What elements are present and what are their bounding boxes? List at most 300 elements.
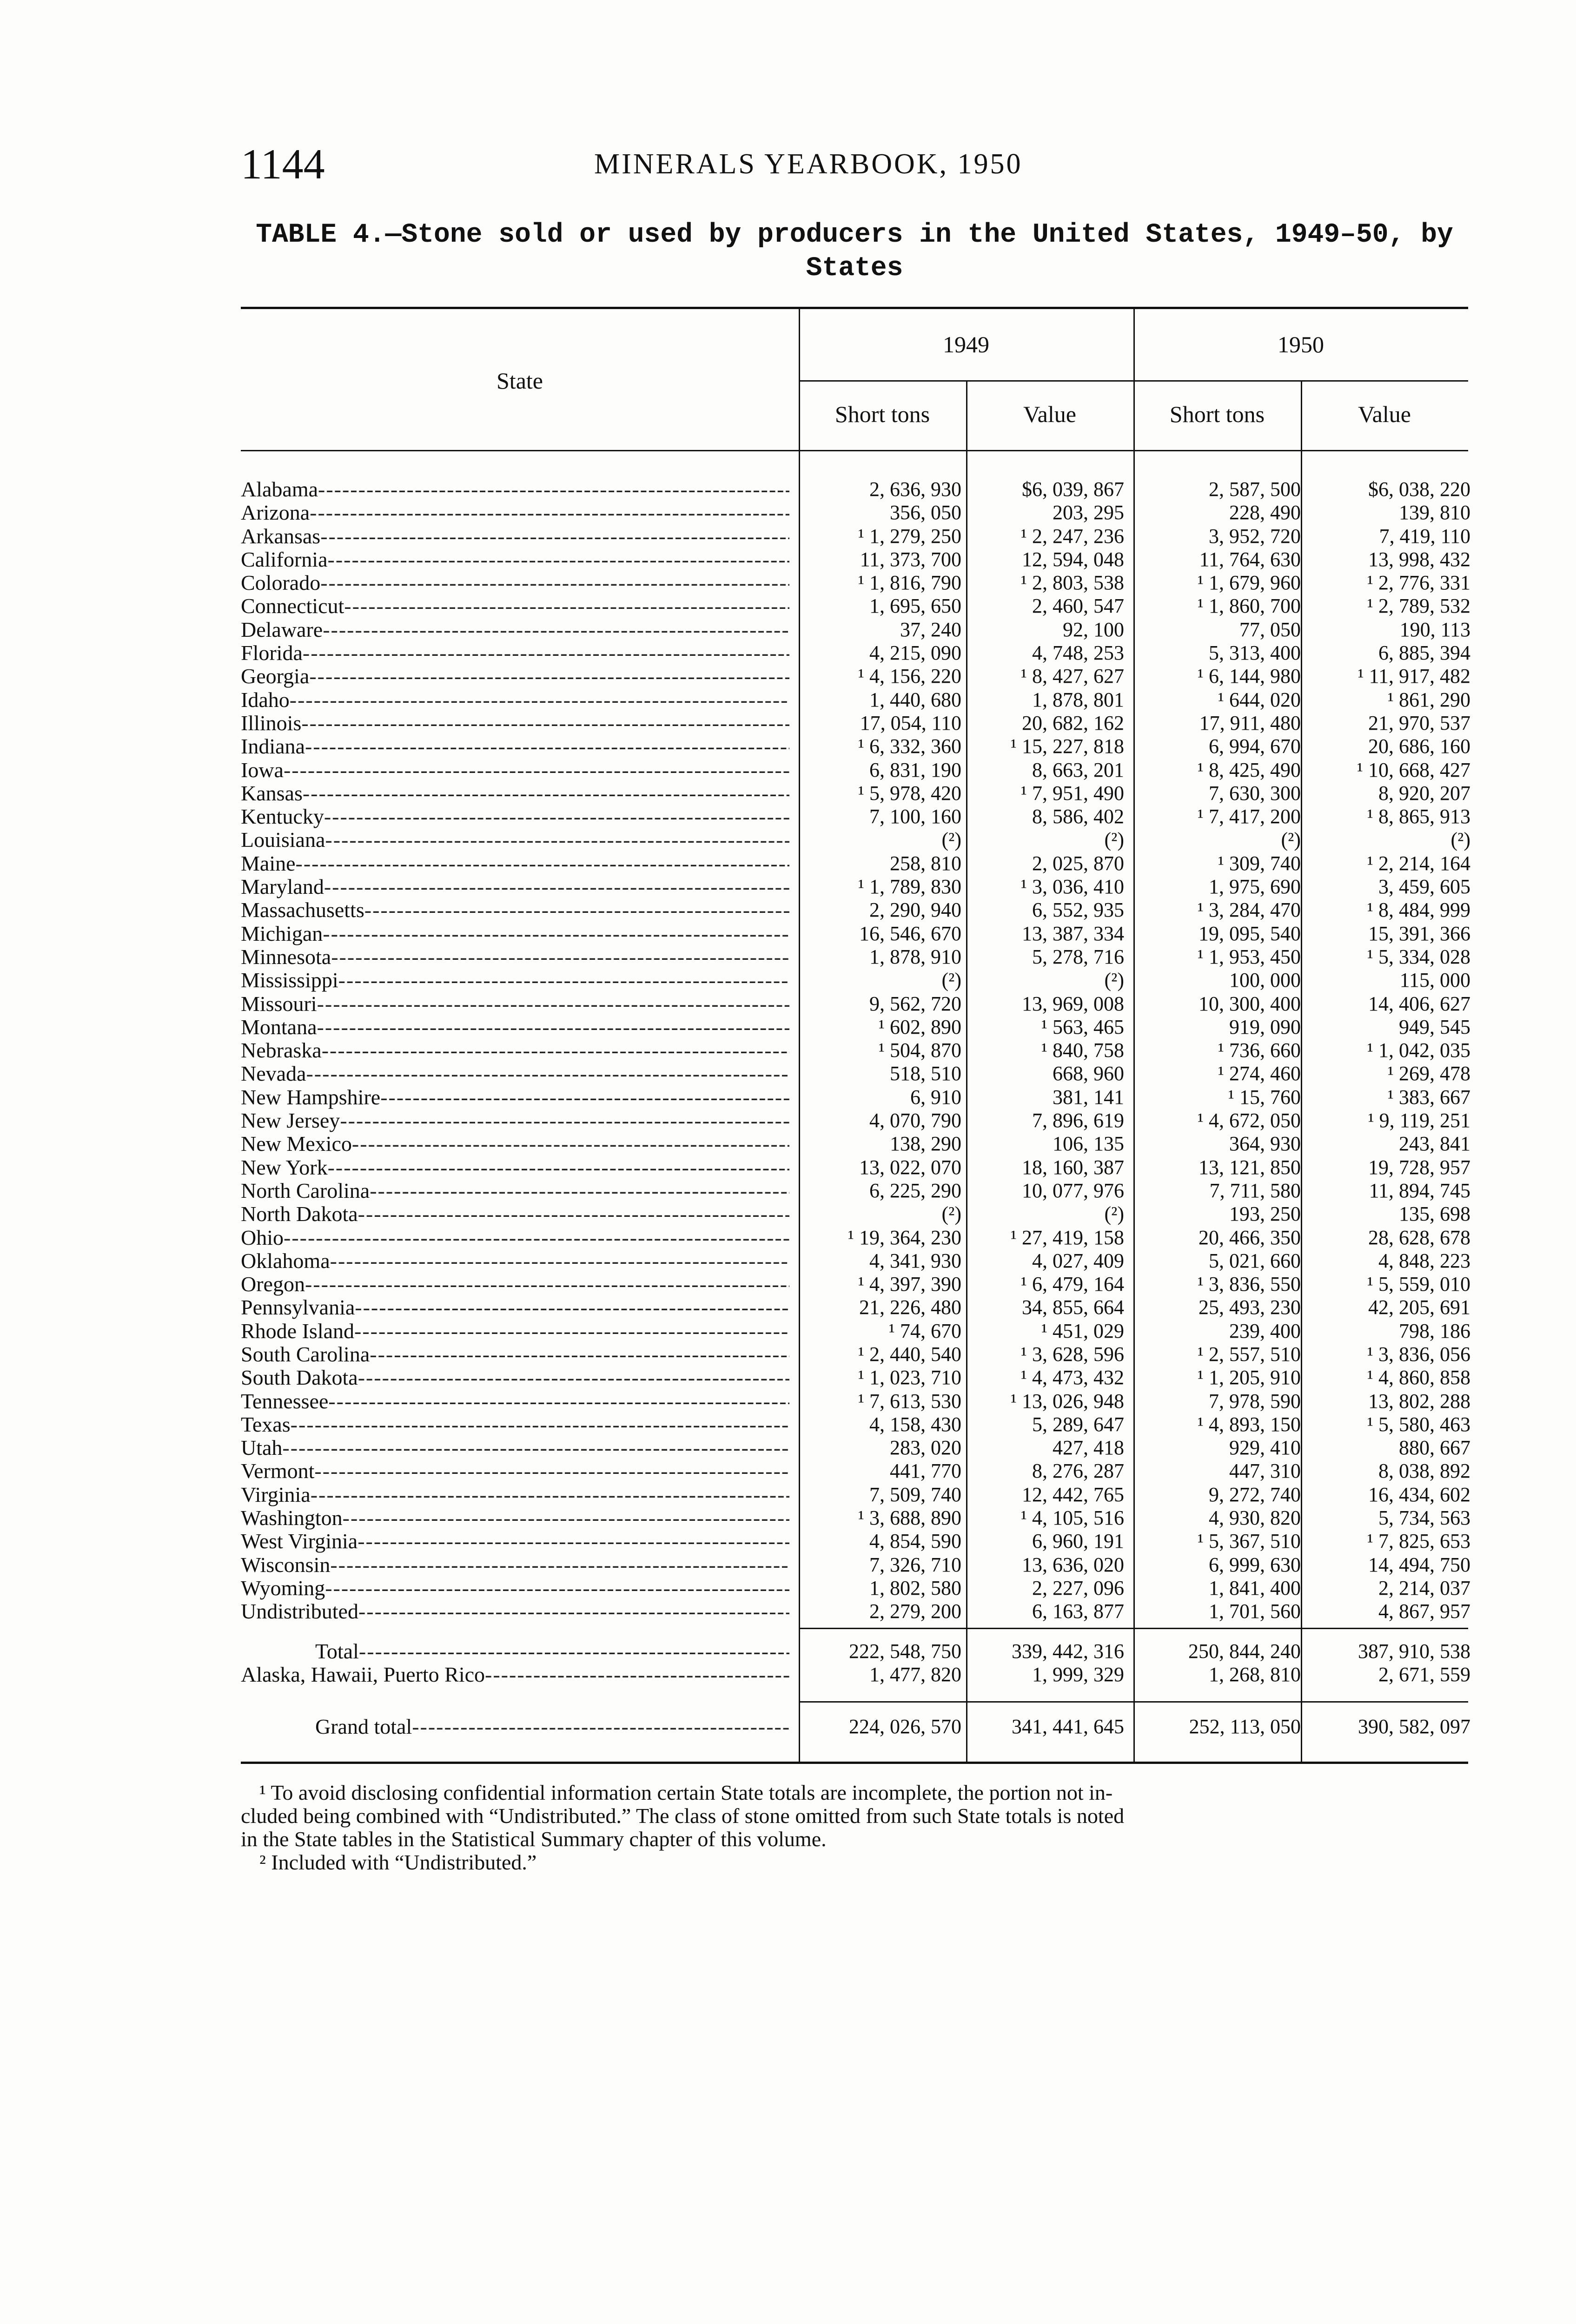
row-tons-1950: 25, 493, 230 (1199, 1296, 1301, 1319)
table-row (241, 1273, 1468, 1296)
row-state: Florida ----- (241, 641, 789, 665)
row-value-1950: 21, 970, 537 (1368, 711, 1470, 734)
grand-total-rule (799, 1701, 1468, 1703)
table-row (241, 1483, 1468, 1506)
row-value-1949: 339, 442, 316 (1012, 1640, 1124, 1663)
row-value-1949: 12, 442, 765 (1022, 1483, 1124, 1506)
row-value-1950: ¹ 2, 776, 331 (1367, 571, 1470, 594)
row-tons-1949: 222, 548, 750 (849, 1640, 961, 1663)
row-value-1950: ¹ 7, 825, 653 (1367, 1530, 1470, 1553)
row-state: California ----- (241, 548, 789, 571)
table-row (241, 1343, 1468, 1366)
row-value-1949: 6, 552, 935 (1032, 898, 1124, 922)
grand-total-block (241, 1715, 1468, 1738)
table-row (241, 1086, 1468, 1109)
row-value-1950: 5, 734, 563 (1378, 1506, 1470, 1530)
row-value-1950: ¹ 11, 917, 482 (1357, 665, 1470, 688)
row-tons-1950: 239, 400 (1229, 1319, 1301, 1342)
row-value-1949: ¹ 3, 036, 410 (1020, 875, 1124, 898)
row-tons-1949: ¹ 4, 397, 390 (858, 1273, 961, 1296)
row-value-1950: 20, 686, 160 (1368, 735, 1470, 758)
row-value-1949: ¹ 4, 105, 516 (1020, 1506, 1124, 1530)
row-value-1950: 4, 848, 223 (1378, 1249, 1470, 1272)
table-row (241, 1413, 1468, 1436)
row-state: Massachusetts ----- (241, 898, 789, 922)
footnote-1-line-3: in the State tables in the Statistical Summary chapter of this volume. (241, 1827, 827, 1851)
table-row (241, 782, 1468, 805)
row-tons-1949: ¹ 19, 364, 230 (848, 1226, 961, 1249)
row-value-1950: ¹ 4, 860, 858 (1367, 1366, 1470, 1389)
table-row (241, 1016, 1468, 1039)
row-tons-1950: 6, 994, 670 (1209, 735, 1301, 758)
row-state: Washington ----- (241, 1506, 789, 1530)
row-value-1949: (²) (1104, 969, 1124, 992)
row-tons-1949: ¹ 1, 789, 830 (858, 875, 961, 898)
row-value-1950: 19, 728, 957 (1368, 1155, 1470, 1179)
row-value-1949: 7, 896, 619 (1032, 1109, 1124, 1132)
table-row (241, 1226, 1468, 1249)
row-value-1949: $6, 039, 867 (1022, 478, 1124, 501)
row-value-1949: ¹ 3, 628, 596 (1020, 1342, 1124, 1366)
footnote-1-line-2: cluded being combined with “Undistributed.” The class of stone omitted from such State totals is noted (241, 1804, 1125, 1828)
header-state: State (497, 368, 543, 394)
page-number: 1144 (241, 140, 325, 188)
row-state: South Dakota ----- (241, 1366, 789, 1389)
row-tons-1950: 193, 250 (1229, 1202, 1301, 1226)
row-value-1950: ¹ 1, 042, 035 (1367, 1039, 1470, 1062)
footnotes (241, 1781, 1468, 1874)
table-row (241, 898, 1468, 922)
row-value-1949: ¹ 840, 758 (1041, 1039, 1124, 1062)
row-tons-1949: 7, 509, 740 (869, 1483, 961, 1506)
row-state: New Jersey ----- (241, 1109, 789, 1132)
row-tons-1950: 4, 930, 820 (1209, 1506, 1301, 1530)
row-tons-1949: 283, 020 (890, 1436, 961, 1459)
row-state: North Dakota ----- (241, 1202, 789, 1226)
row-value-1949: 34, 855, 664 (1022, 1296, 1124, 1319)
row-state: New York ----- (241, 1156, 789, 1179)
header-bottom-rule (241, 450, 1468, 451)
table-row (241, 1202, 1468, 1226)
row-tons-1949: ¹ 6, 332, 360 (858, 735, 961, 758)
row-value-1950: ¹ 861, 290 (1387, 688, 1470, 711)
row-tons-1949: 9, 562, 720 (869, 992, 961, 1015)
table-title (241, 218, 1468, 285)
row-value-1950: 14, 494, 750 (1368, 1553, 1470, 1576)
row-state: Texas ----- (241, 1413, 789, 1436)
table-row (241, 1109, 1468, 1132)
row-value-1950: 6, 885, 394 (1378, 641, 1470, 665)
row-value-1950: 390, 582, 097 (1358, 1715, 1470, 1738)
row-tons-1949: 16, 546, 670 (859, 922, 961, 945)
row-value-1950: 190, 113 (1399, 618, 1470, 641)
row-value-1949: 6, 960, 191 (1032, 1530, 1124, 1553)
table-row (241, 618, 1468, 641)
row-tons-1949: 2, 636, 930 (869, 478, 961, 501)
row-state: Kansas ----- (241, 782, 789, 805)
table-row-grand-total (241, 1715, 1468, 1738)
row-value-1949: ¹ 451, 029 (1041, 1319, 1124, 1342)
row-value-1950: 11, 894, 745 (1369, 1179, 1470, 1202)
table-row (241, 735, 1468, 758)
row-tons-1950: 7, 711, 580 (1209, 1179, 1301, 1202)
row-tons-1949: ¹ 4, 156, 220 (858, 665, 961, 688)
row-state: Maryland ----- (241, 875, 789, 898)
row-tons-1949: ¹ 5, 978, 420 (858, 781, 961, 805)
row-tons-1949: 2, 279, 200 (869, 1600, 961, 1623)
row-state: Montana ----- (241, 1016, 789, 1039)
row-state: Georgia ----- (241, 665, 789, 688)
row-state: North Carolina ----- (241, 1179, 789, 1202)
row-tons-1949: 7, 326, 710 (869, 1553, 961, 1576)
row-value-1949: ¹ 2, 803, 538 (1020, 571, 1124, 594)
table-row (241, 852, 1468, 875)
row-tons-1950: 364, 930 (1229, 1132, 1301, 1155)
table-row (241, 501, 1468, 524)
row-value-1950: ¹ 383, 667 (1387, 1085, 1470, 1109)
row-state: Total ----- (315, 1640, 789, 1663)
row-state: Tennessee ----- (241, 1390, 789, 1413)
row-state: Illinois ----- (241, 712, 789, 735)
row-value-1949: 20, 682, 162 (1022, 711, 1124, 734)
row-tons-1949: 224, 026, 570 (849, 1715, 961, 1738)
row-state: Kentucky ----- (241, 805, 789, 828)
row-tons-1949: 1, 440, 680 (869, 688, 961, 711)
row-tons-1949: 441, 770 (890, 1459, 961, 1483)
row-value-1949: ¹ 2, 247, 236 (1020, 524, 1124, 548)
row-value-1949: 2, 025, 870 (1032, 852, 1124, 875)
row-value-1950: 949, 545 (1399, 1015, 1470, 1038)
header-value-1949: Value (1023, 401, 1076, 427)
row-tons-1949: ¹ 74, 670 (888, 1319, 961, 1342)
row-tons-1950: 77, 050 (1239, 618, 1301, 641)
row-tons-1950: ¹ 3, 836, 550 (1197, 1273, 1301, 1296)
table-row (241, 548, 1468, 571)
table-row (241, 1459, 1468, 1483)
row-tons-1950: 5, 021, 660 (1209, 1249, 1301, 1272)
row-value-1950: ¹ 9, 119, 251 (1368, 1109, 1470, 1132)
row-value-1949: 92, 100 (1063, 618, 1124, 641)
row-tons-1949: ¹ 1, 023, 710 (858, 1366, 961, 1389)
row-tons-1949: 1, 802, 580 (869, 1576, 961, 1599)
table-row (241, 922, 1468, 945)
row-state: South Carolina ----- (241, 1343, 789, 1366)
row-tons-1949: 4, 070, 790 (869, 1109, 961, 1132)
totals-rule (799, 1628, 1468, 1629)
row-tons-1950: ¹ 5, 367, 510 (1197, 1530, 1301, 1553)
table-row (241, 665, 1468, 688)
row-state: Oregon ----- (241, 1273, 789, 1296)
row-state: Arkansas ----- (241, 525, 789, 548)
table-row (241, 712, 1468, 735)
row-tons-1950: ¹ 309, 740 (1218, 852, 1301, 875)
table-row-alaska-hawaii-puerto-rico (241, 1663, 1468, 1686)
row-value-1949: 4, 027, 409 (1032, 1249, 1124, 1272)
row-tons-1949: ¹ 3, 688, 890 (858, 1506, 961, 1530)
row-value-1949: 4, 748, 253 (1032, 641, 1124, 665)
row-tons-1949: 4, 215, 090 (869, 641, 961, 665)
row-value-1950: 139, 810 (1399, 501, 1470, 524)
row-tons-1949: 6, 831, 190 (869, 758, 961, 781)
row-tons-1950: 929, 410 (1229, 1436, 1301, 1459)
row-value-1949: (²) (1104, 828, 1124, 852)
row-state: Indiana ----- (241, 735, 789, 758)
row-tons-1949: 13, 022, 070 (859, 1155, 961, 1179)
row-value-1950: ¹ 5, 334, 028 (1367, 945, 1470, 968)
table-row (241, 1530, 1468, 1553)
row-value-1950: ¹ 2, 214, 164 (1367, 852, 1470, 875)
row-value-1949: 8, 586, 402 (1032, 805, 1124, 828)
row-tons-1949: 2, 290, 940 (869, 898, 961, 922)
row-tons-1950: ¹ 274, 460 (1218, 1062, 1301, 1085)
row-tons-1949: 7, 100, 160 (869, 805, 961, 828)
row-value-1950: 28, 628, 678 (1368, 1226, 1470, 1249)
row-value-1949: 2, 460, 547 (1032, 594, 1124, 618)
row-value-1950: ¹ 8, 865, 913 (1367, 805, 1470, 828)
row-tons-1950: 1, 701, 560 (1209, 1600, 1301, 1623)
row-tons-1949: ¹ 7, 613, 530 (858, 1389, 961, 1413)
row-tons-1950: ¹ 644, 020 (1218, 688, 1301, 711)
table-row (241, 478, 1468, 501)
table-row (241, 1553, 1468, 1577)
header-vline-state (799, 309, 800, 450)
row-value-1949: (²) (1104, 1202, 1124, 1226)
header-year-1950: 1950 (1278, 331, 1324, 357)
row-state: Pennsylvania ----- (241, 1296, 789, 1319)
footnote-2: ² Included with “Undistributed.” (259, 1850, 537, 1874)
row-tons-1950: 3, 952, 720 (1209, 524, 1301, 548)
row-value-1949: ¹ 7, 951, 490 (1020, 781, 1124, 805)
row-value-1950: 8, 038, 892 (1378, 1459, 1470, 1483)
row-state: Nevada ----- (241, 1062, 789, 1085)
table-row (241, 1062, 1468, 1085)
table-title-line-2: States (806, 253, 903, 284)
row-value-1950: 3, 459, 605 (1378, 875, 1470, 898)
row-value-1950: 135, 698 (1399, 1202, 1470, 1226)
row-value-1950: 2, 214, 037 (1378, 1576, 1470, 1599)
row-value-1949: ¹ 15, 227, 818 (1010, 735, 1124, 758)
row-tons-1949: 37, 240 (900, 618, 961, 641)
table-row (241, 688, 1468, 712)
row-value-1950: ¹ 3, 836, 056 (1367, 1342, 1470, 1366)
row-value-1949: 2, 227, 096 (1032, 1576, 1124, 1599)
row-value-1949: ¹ 6, 479, 164 (1020, 1273, 1124, 1296)
row-value-1949: 13, 969, 008 (1022, 992, 1124, 1015)
row-state: Louisiana ----- (241, 828, 789, 852)
table-row (241, 525, 1468, 548)
row-value-1950: 798, 186 (1399, 1319, 1470, 1342)
row-value-1949: 8, 276, 287 (1032, 1459, 1124, 1483)
row-tons-1950: ¹ 1, 860, 700 (1197, 594, 1301, 618)
row-tons-1949: ¹ 504, 870 (878, 1039, 961, 1062)
row-value-1950: $6, 038, 220 (1368, 478, 1470, 501)
row-value-1950: ¹ 269, 478 (1387, 1062, 1470, 1085)
row-value-1950: 13, 998, 432 (1368, 548, 1470, 571)
row-tons-1950: ¹ 2, 557, 510 (1197, 1342, 1301, 1366)
table-row (241, 1132, 1468, 1155)
table-title-line-1: TABLE 4.—Stone sold or used by producers in the United States, 1949–50, by (256, 220, 1453, 250)
row-tons-1950: 5, 313, 400 (1209, 641, 1301, 665)
row-value-1950: 115, 000 (1399, 969, 1470, 992)
row-state: New Mexico ----- (241, 1132, 789, 1155)
row-tons-1950: 1, 841, 400 (1209, 1576, 1301, 1599)
row-value-1949: 6, 163, 877 (1032, 1600, 1124, 1623)
table-row (241, 594, 1468, 618)
table-row (241, 1366, 1468, 1389)
row-state: Minnesota ----- (241, 945, 789, 969)
row-tons-1950: ¹ 3, 284, 470 (1197, 898, 1301, 922)
row-tons-1950: (²) (1281, 828, 1301, 852)
row-value-1949: 13, 387, 334 (1022, 922, 1124, 945)
row-tons-1949: 4, 158, 430 (869, 1413, 961, 1436)
row-tons-1950: 919, 090 (1229, 1015, 1301, 1038)
row-value-1950: 13, 802, 288 (1368, 1389, 1470, 1413)
row-tons-1949: 6, 910 (910, 1085, 961, 1109)
totals-block (241, 1640, 1468, 1687)
row-tons-1949: ¹ 1, 816, 790 (858, 571, 961, 594)
row-tons-1949: 6, 225, 290 (869, 1179, 961, 1202)
table-row (241, 945, 1468, 969)
row-value-1950: 387, 910, 538 (1358, 1640, 1470, 1663)
row-tons-1950: 17, 911, 480 (1199, 711, 1301, 734)
book-title: MINERALS YEARBOOK, 1950 (594, 148, 1023, 180)
row-value-1949: 12, 594, 048 (1022, 548, 1124, 571)
row-state: Mississippi ----- (241, 969, 789, 992)
row-state: Vermont ----- (241, 1459, 789, 1483)
row-tons-1950: 250, 844, 240 (1188, 1640, 1301, 1663)
row-state: Idaho ----- (241, 688, 789, 712)
header-short-tons-1949: Short tons (834, 401, 930, 427)
row-state: West Virginia ----- (241, 1530, 789, 1553)
row-state: Maine ----- (241, 852, 789, 875)
row-state: Nebraska ----- (241, 1039, 789, 1062)
row-tons-1949: (²) (941, 828, 961, 852)
table-row (241, 875, 1468, 898)
row-tons-1950: ¹ 4, 672, 050 (1197, 1109, 1301, 1132)
row-tons-1949: 4, 854, 590 (869, 1530, 961, 1553)
row-value-1950: 7, 419, 110 (1379, 524, 1470, 548)
table-row (241, 641, 1468, 665)
row-tons-1950: 9, 272, 740 (1209, 1483, 1301, 1506)
row-state: Grand total ----- (315, 1715, 789, 1738)
table-row (241, 828, 1468, 852)
row-state: Alabama ----- (241, 478, 789, 501)
row-value-1949: ¹ 27, 419, 158 (1010, 1226, 1124, 1249)
table-row (241, 1506, 1468, 1530)
row-tons-1949: 1, 477, 820 (869, 1663, 961, 1686)
table-row (241, 1577, 1468, 1600)
row-tons-1950: 6, 999, 630 (1209, 1553, 1301, 1576)
row-tons-1950: ¹ 1, 205, 910 (1197, 1366, 1301, 1389)
running-head (241, 139, 1468, 191)
row-tons-1950: 10, 300, 400 (1199, 992, 1301, 1015)
row-value-1949: 18, 160, 387 (1022, 1155, 1124, 1179)
row-value-1949: 13, 636, 020 (1022, 1553, 1124, 1576)
table-row (241, 1249, 1468, 1273)
row-value-1950: 880, 667 (1399, 1436, 1470, 1459)
row-state: Missouri ----- (241, 992, 789, 1016)
row-state: Rhode Island ----- (241, 1320, 789, 1343)
row-tons-1949: ¹ 602, 890 (878, 1015, 961, 1038)
row-tons-1950: 20, 466, 350 (1199, 1226, 1301, 1249)
row-value-1949: 5, 289, 647 (1032, 1413, 1124, 1436)
header-vline-years (1133, 309, 1135, 450)
footnote-1-line-1: ¹ To avoid disclosing confidential information certain State totals are incomplete, the portion not in- (259, 1781, 1113, 1804)
row-state: Arizona ----- (241, 501, 789, 524)
table-body (241, 478, 1468, 1624)
row-state: New Hampshire ----- (241, 1086, 789, 1109)
row-tons-1949: 4, 341, 930 (869, 1249, 961, 1272)
table-row (241, 1039, 1468, 1062)
table-row (241, 1179, 1468, 1202)
row-state: Oklahoma ----- (241, 1249, 789, 1273)
row-tons-1950: ¹ 1, 953, 450 (1197, 945, 1301, 968)
table-row (241, 1320, 1468, 1343)
row-tons-1949: (²) (941, 1202, 961, 1226)
row-tons-1949: 138, 290 (890, 1132, 961, 1155)
row-value-1950: 8, 920, 207 (1378, 781, 1470, 805)
row-value-1950: 15, 391, 366 (1368, 922, 1470, 945)
row-tons-1949: 17, 054, 110 (860, 711, 961, 734)
table-top-rule (241, 307, 1468, 309)
row-tons-1949: 21, 226, 480 (859, 1296, 961, 1319)
row-state: Iowa ----- (241, 759, 789, 782)
row-value-1949: ¹ 8, 427, 627 (1020, 665, 1124, 688)
row-value-1950: 16, 434, 602 (1368, 1483, 1470, 1506)
table-row (241, 1390, 1468, 1413)
row-value-1949: 10, 077, 976 (1022, 1179, 1124, 1202)
row-value-1949: ¹ 4, 473, 432 (1020, 1366, 1124, 1389)
row-value-1950: ¹ 2, 789, 532 (1367, 594, 1470, 618)
row-value-1949: 203, 295 (1053, 501, 1124, 524)
table-row (241, 805, 1468, 828)
header-short-tons-1950: Short tons (1169, 401, 1265, 427)
table-row (241, 1156, 1468, 1179)
row-tons-1950: 19, 095, 540 (1199, 922, 1301, 945)
table-row (241, 1600, 1468, 1623)
table-row-total (241, 1640, 1468, 1663)
row-value-1949: 427, 418 (1053, 1436, 1124, 1459)
row-value-1949: 668, 960 (1053, 1062, 1124, 1085)
row-value-1950: ¹ 5, 580, 463 (1367, 1413, 1470, 1436)
row-tons-1949: (²) (941, 969, 961, 992)
row-tons-1950: 228, 490 (1229, 501, 1301, 524)
table-row (241, 992, 1468, 1016)
row-tons-1950: 11, 764, 630 (1199, 548, 1301, 571)
row-tons-1950: ¹ 736, 660 (1218, 1039, 1301, 1062)
row-state: Connecticut ----- (241, 594, 789, 618)
row-tons-1950: ¹ 4, 893, 150 (1197, 1413, 1301, 1436)
row-value-1950: 2, 671, 559 (1378, 1663, 1470, 1686)
table-row (241, 571, 1468, 594)
row-value-1950: 4, 867, 957 (1378, 1600, 1470, 1623)
table-row (241, 759, 1468, 782)
row-tons-1949: ¹ 1, 279, 250 (858, 524, 961, 548)
row-state: Undistributed ----- (241, 1600, 789, 1623)
row-value-1949: 1, 999, 329 (1032, 1663, 1124, 1686)
table-row (241, 1296, 1468, 1319)
row-state: Alaska, Hawaii, Puerto Rico ----- (241, 1663, 789, 1686)
row-tons-1949: 1, 878, 910 (869, 945, 961, 968)
row-tons-1949: ¹ 2, 440, 540 (858, 1342, 961, 1366)
row-value-1950: 243, 841 (1399, 1132, 1470, 1155)
row-tons-1950: 1, 268, 810 (1209, 1663, 1301, 1686)
row-state: Virginia ----- (241, 1483, 789, 1506)
table-bottom-rule (241, 1762, 1468, 1764)
row-value-1949: ¹ 563, 465 (1041, 1015, 1124, 1038)
row-value-1949: ¹ 13, 026, 948 (1010, 1389, 1124, 1413)
row-tons-1949: 258, 810 (890, 852, 961, 875)
